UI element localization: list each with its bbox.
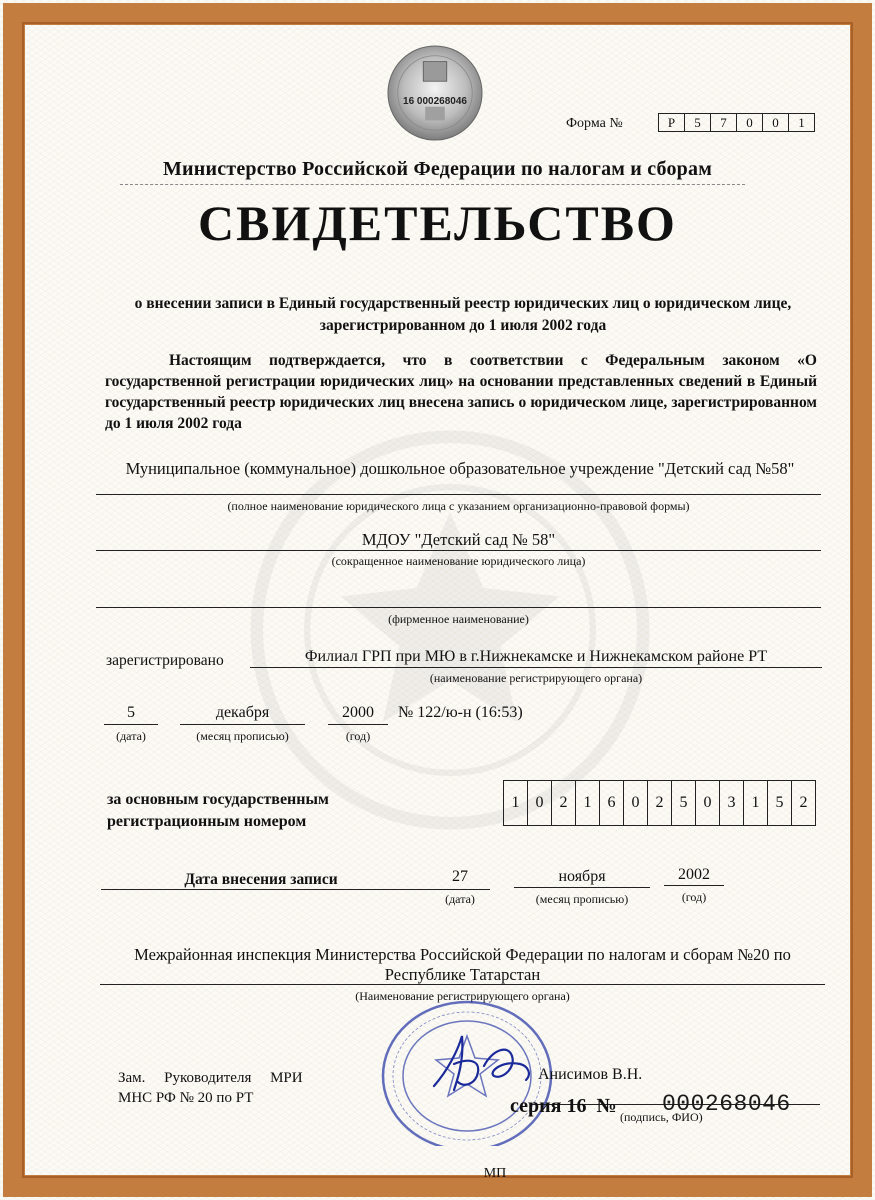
signer-name: Анисимов В.Н. (538, 1066, 643, 1083)
issuing-authority-value: Межрайонная инспекция Министерства Российской Федерации по налогам и сборам №20 по Республике Татарстан (134, 945, 791, 984)
issuing-authority-line (100, 984, 825, 985)
form-code-digit: 1 (788, 114, 814, 131)
entry-year-value: 2002 (678, 866, 710, 883)
ogrn-digit: 6 (599, 781, 623, 825)
ogrn-digit: 5 (671, 781, 695, 825)
signature-caption: (подпись, ФИО) (620, 1110, 703, 1124)
document-subtitle: о внесении записи в Единый государственный реестр юридических лиц о юридическом лице, зарегистрированном до 1 июля 2002 года (134, 295, 792, 334)
reg-day-caption: (дата) (116, 729, 146, 743)
signature-icon (428, 1030, 538, 1096)
ogrn-digit: 2 (791, 781, 815, 825)
body-paragraph: Настоящим подтверждается, что в соответствии с Федеральным законом «О государственной регистрации юридических лиц» на основании представленных сведений в Единый государственный реестр юридических лиц внесена запись о юридическом лице, зарегистрированном до 1 июля 2002 года (105, 352, 817, 432)
reg-day-value: 5 (127, 704, 135, 721)
series-label: серия 16 № (510, 1095, 617, 1117)
full-name-value: Муниципальное (коммунальное) дошкольное образовательное учреждение "Детский сад №58" (125, 459, 795, 478)
watermark-emblem (240, 420, 660, 840)
registered-label: зарегистрировано (106, 652, 224, 669)
ogrn-digit: 0 (623, 781, 647, 825)
form-code-boxes (658, 113, 815, 132)
form-code-digit: 7 (710, 114, 736, 131)
registered-authority-value: Филиал ГРП при МЮ в г.Нижнекамске и Нижнекамском районе РТ (304, 648, 768, 665)
ogrn-digit: 1 (575, 781, 599, 825)
footer-mark: МП (483, 1166, 507, 1181)
signer-title-line2: МНС РФ № 20 по РТ (118, 1090, 254, 1106)
form-code-digit: 5 (684, 114, 710, 131)
hologram-serial: 16 000268046 (403, 96, 467, 107)
full-name-line (96, 494, 821, 495)
reg-month-value: декабря (215, 704, 270, 721)
reg-number-value: № 122/ю-н (16:53) (398, 704, 523, 721)
entry-month-caption: (месяц прописью) (535, 892, 629, 906)
document-title: СВИДЕТЕЛЬСТВО (198, 195, 677, 251)
entry-date-label: Дата внесения записи (184, 871, 338, 888)
form-code-digit: Р (667, 115, 676, 130)
entry-year-caption: (год) (681, 890, 707, 904)
entry-month-value: ноября (558, 868, 606, 885)
ogrn-digit: 2 (647, 781, 671, 825)
short-name-caption: (сокращенное наименование юридического лица) (331, 554, 586, 568)
entry-year-line (664, 885, 724, 886)
reg-day-line (104, 724, 158, 725)
entry-label-line (101, 889, 490, 890)
ogrn-digit: 1 (511, 794, 520, 811)
entry-day-value: 27 (452, 868, 468, 885)
reg-year-line (328, 724, 388, 725)
short-name-value: МДОУ "Детский сад № 58" (361, 530, 556, 549)
ministry-heading: Министерство Российской Федерации по налогам и сборам (162, 158, 713, 180)
entry-day-caption: (дата) (445, 892, 475, 906)
form-code-digit: 0 (736, 114, 762, 131)
ogrn-label: за основным государственным регистрационным номером (107, 791, 329, 830)
issuing-authority-caption: (Наименование регистрирующего органа) (355, 989, 570, 1003)
reg-year-caption: (год) (345, 729, 371, 743)
ogrn-digit: 3 (719, 781, 743, 825)
series-number: 000268046 (662, 1091, 791, 1117)
form-code-digit: 0 (762, 114, 788, 131)
hologram-seal-icon (386, 44, 484, 142)
ogrn-digit: 0 (527, 781, 551, 825)
ministry-underline (120, 184, 745, 185)
ogrn-digit-boxes (503, 780, 816, 826)
signer-title-line1: Зам. Руководителя МРИ (118, 1070, 303, 1086)
ogrn-digit: 0 (695, 781, 719, 825)
brand-name-caption: (фирменное наименование) (388, 612, 529, 626)
registered-line (250, 667, 822, 668)
form-label: Форма № (566, 116, 623, 131)
ogrn-digit: 5 (767, 781, 791, 825)
short-name-line (96, 550, 821, 551)
brand-name-line (96, 607, 821, 608)
ogrn-digit: 1 (743, 781, 767, 825)
registered-caption: (наименование регистрирующего органа) (429, 671, 643, 685)
reg-year-value: 2000 (342, 704, 374, 721)
entry-month-line (514, 887, 650, 888)
reg-month-line (180, 724, 305, 725)
ogrn-digit: 2 (551, 781, 575, 825)
reg-month-caption: (месяц прописью) (196, 729, 289, 743)
full-name-caption: (полное наименование юридического лица с указанием организационно-правовой формы) (227, 499, 690, 513)
